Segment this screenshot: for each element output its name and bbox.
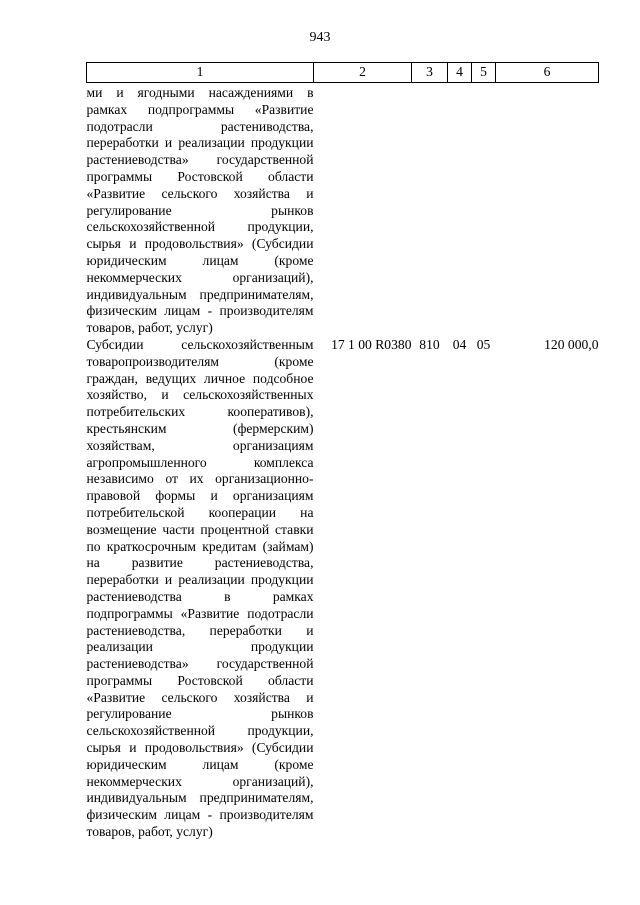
row-target-code: 17 1 00 R0380 xyxy=(331,336,412,352)
column-header-3: 3 xyxy=(412,63,448,83)
table-row xyxy=(87,337,599,841)
column-header-1: 1 xyxy=(87,63,314,83)
header-row xyxy=(87,63,599,83)
row-subsection: 05 xyxy=(476,336,491,352)
row-subsection xyxy=(472,83,496,337)
column-header-6: 6 xyxy=(496,63,599,83)
row-section: 04 xyxy=(452,336,467,352)
row-expense-type: 810 xyxy=(419,336,440,352)
row-section xyxy=(448,83,472,337)
budget-table xyxy=(86,62,599,841)
row-expense-type xyxy=(412,83,448,337)
row-amount: 120 000,0 xyxy=(544,336,599,352)
page-number: 943 xyxy=(309,30,331,45)
row-description: Субсидии сельскохозяйственным товаропроизводителям (кроме граждан, ведущих личное подсобное хозяйство, и сельскохозяйственных потребительских кооперативов), крестьянским (фермерским) хозяйствам, организациям агропромышленного комплекса независимо от их организационно-правовой формы и организациям потребительской кооперации на возмещение части процентной ставки по краткосрочным кредитам (займам) на развитие растениеводства, переработки и реализации продукции растениеводства в рамках подпрограммы «Развитие подотрасли растениеводства, переработки и реализации продукции растениеводства» государственной программы Ростовской области «Развитие сельского хозяйства и регулирование рынков сельскохозяйственной продукции, сырья и продовольствия» (Субсидии юридическим лицам (кроме некоммерческих организаций), индивидуальным предпринимателям, физическим лицам - производителям товаров, работ, услуг) xyxy=(86,336,314,840)
row-description: ми и ягодными насаждениями в рамках подпрограммы «Развитие подотрасли растениводства, переработки и реализации продукции растениеводства» государственной программы Ростовской области «Развитие сельского хозяйства и регулирование рынков сельскохозяйственной продукции, сырья и продовольствия» (Субсидии юридическим лицам (кроме некоммерческих организаций), индивидуальным предпринимателям, физическим лицам - производителям товаров, работ, услуг) xyxy=(86,85,314,336)
column-header-5: 5 xyxy=(472,63,496,83)
row-target-code xyxy=(314,83,412,337)
column-header-4: 4 xyxy=(448,63,472,83)
table-row xyxy=(87,83,599,337)
row-amount xyxy=(496,83,599,337)
column-header-2: 2 xyxy=(314,63,412,83)
